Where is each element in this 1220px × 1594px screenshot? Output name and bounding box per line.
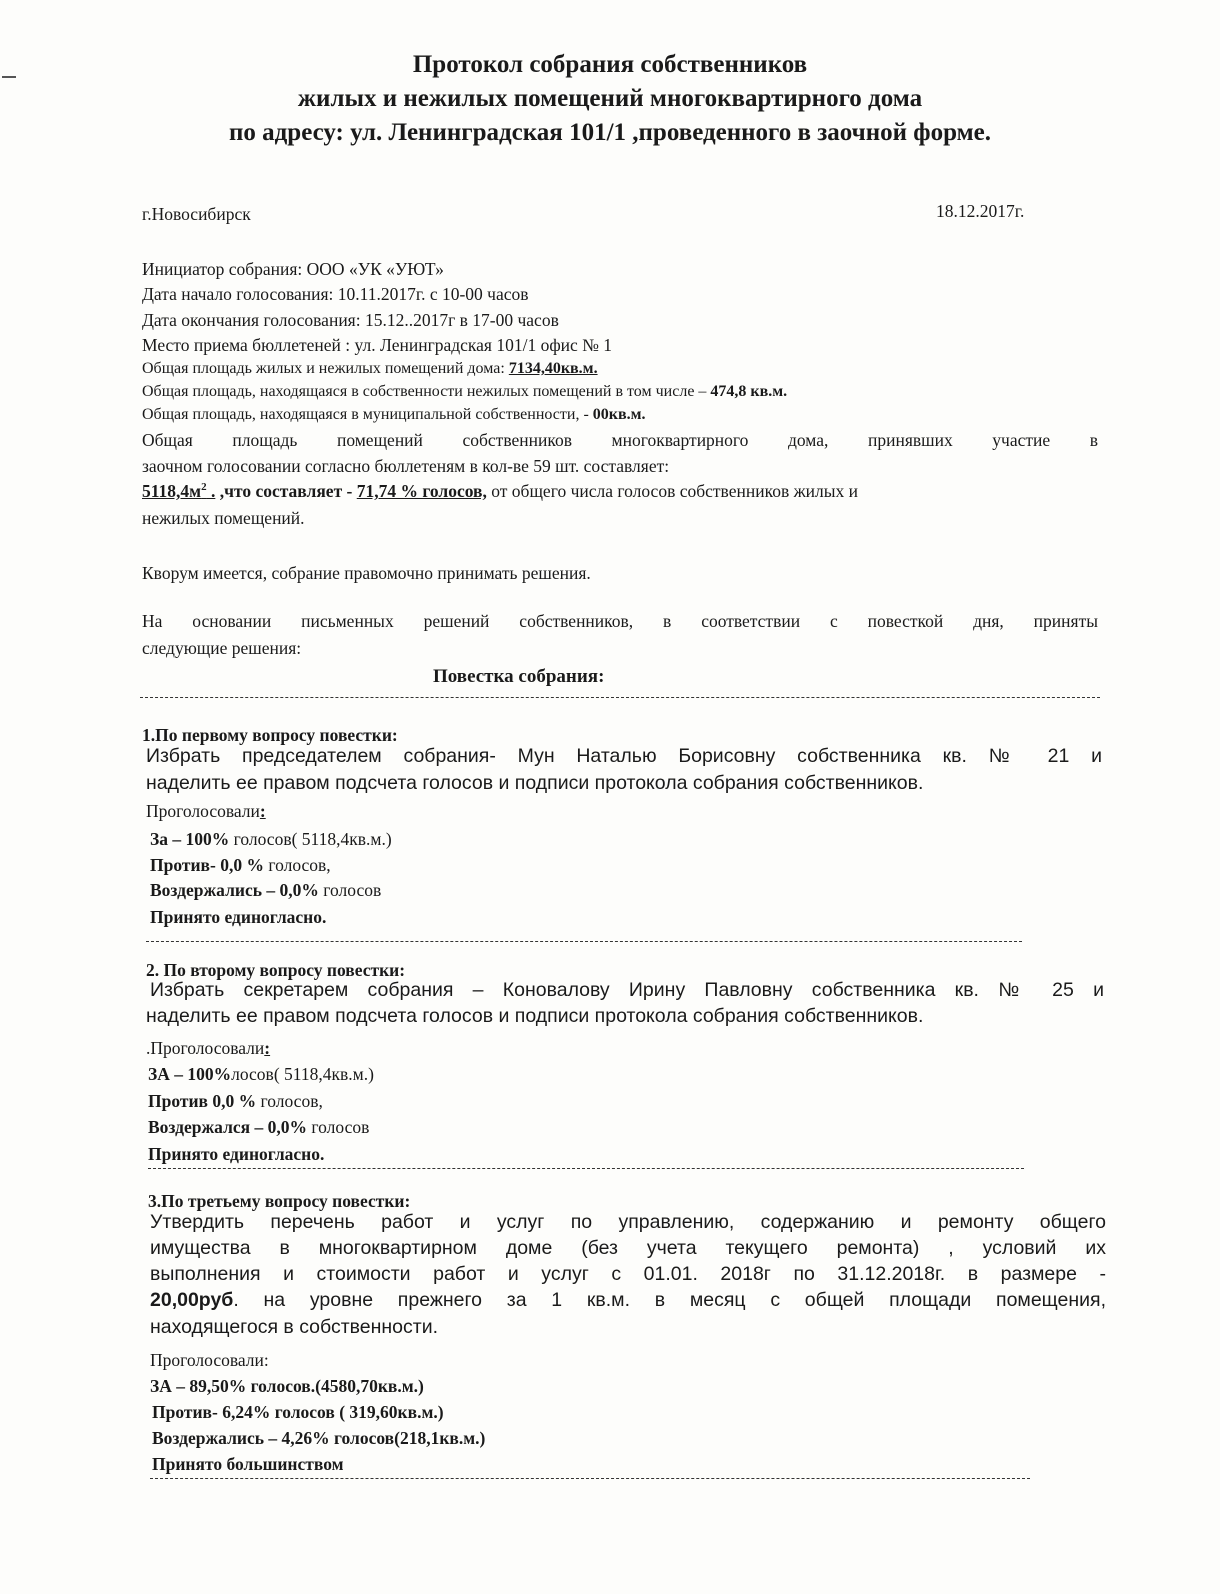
municipal-area-value: 00кв.м. <box>592 406 646 423</box>
q1-text-line-1: Избрать председателем собрания- Мун Наталью Борисовну собственника кв. № 21 и <box>146 745 1102 767</box>
participation-line-1: Общая площадь помещений собственников многоквартирного дома, принявших участие в <box>142 430 1098 450</box>
q2-result: Принято единогласно. <box>148 1144 325 1164</box>
q2-vote-abstain: Воздержался – 0,0% голосов <box>148 1117 370 1137</box>
participation-area: $5118,4м^2$ . <box>142 481 216 501</box>
q1-heading: 1.По первому вопросу повестки: <box>142 725 398 745</box>
q3-heading: 3.По третьему вопросу повестки: <box>148 1191 411 1211</box>
total-area-value: 7134,40кв.м. <box>508 360 598 377</box>
vote-end: Дата окончания голосования: 15.12..2017г в 17-00 часов <box>142 310 559 330</box>
title-line-2: жилых и нежилых помещений многоквартирного дома <box>297 85 923 112</box>
q3-vote-for: ЗА – 89,50% голосов.(4580,70кв.м.) <box>150 1376 424 1396</box>
quorum-statement: Кворум имеется, собрание правомочно принимать решения. <box>142 563 591 583</box>
q1-result: Принято единогласно. <box>150 907 327 927</box>
participation-line-4: нежилых помещений. <box>142 508 305 528</box>
total-area <box>142 360 598 378</box>
q3-text-line-1: Утвердить перечень работ и услуг по управлению, содержанию и ремонту общего <box>150 1211 1106 1233</box>
separator-line <box>148 1168 1024 1169</box>
q1-vote-against: Против- 0,0 % голосов, <box>150 855 331 875</box>
separator-line <box>140 697 1100 698</box>
q2-vote-for: ЗА – 100%лосов( 5118,4кв.м.) <box>148 1064 374 1084</box>
ballot-place: Место приема бюллетеней : ул. Ленинградская 101/1 офис № 1 <box>142 335 613 355</box>
municipal-area <box>142 406 646 424</box>
total-area-label: Общая площадь жилых и нежилых помещений дома: <box>142 360 509 377</box>
q2-heading: 2. По второму вопросу повестки: <box>146 960 406 980</box>
q3-voted-label: Проголосовали: <box>150 1350 269 1370</box>
q3-text-line-2: имущества в многоквартирном доме (без учета текущего ремонта) , условий их <box>150 1237 1106 1259</box>
municipal-area-label: Общая площадь, находящаяся в муниципальной собственности, - <box>142 406 593 423</box>
q1-vote-abstain: Воздержались – 0,0% голосов <box>150 880 382 900</box>
nonres-area-label: Общая площадь, находящаяся в собственности нежилых помещений в том числе – <box>142 383 711 400</box>
q3-text-line-4: 20,00руб. на уровне прежнего за 1 кв.м. в месяц с общей площади помещения, <box>150 1289 1106 1311</box>
separator-line <box>146 941 1022 942</box>
q3-text-line-5: находящегося в собственности. <box>150 1316 439 1338</box>
nonres-area-value: 474,8 кв.м. <box>710 383 788 400</box>
basis-line-1: На основании письменных решений собственников, в соответствии с повесткой дня, приняты <box>142 611 1098 631</box>
participation-mid: ,что составляет - <box>215 481 357 501</box>
agenda-title: Повестка собрания: <box>433 666 605 687</box>
q2-voted-label: .Проголосовали: <box>146 1038 271 1058</box>
q3-result: Принято большинством <box>152 1454 344 1474</box>
participation-line-2: заочном голосовании согласно бюллетеням в кол-ве 59 шт. составляет: <box>142 456 670 476</box>
initiator: Инициатор собрания: ООО «УК «УЮТ» <box>142 259 444 279</box>
nonresidential-area <box>142 383 787 401</box>
document-title <box>0 48 1220 150</box>
q1-voted-label: Проголосовали: <box>146 801 266 821</box>
city: г.Новосибирск <box>142 204 251 224</box>
q2-text-line-1: Избрать секретарем собрания – Коновалову Ирину Павловну собственника кв. № 25 и <box>150 979 1104 1001</box>
basis-line-2: следующие решения: <box>142 638 302 658</box>
participation-rest: от общего числа голосов собственников жилых и <box>486 481 859 501</box>
q1-text-line-2: наделить ее правом подсчета голосов и подписи протокола собрания собственников. <box>146 772 924 794</box>
q3-vote-abstain: Воздержались – 4,26% голосов(218,1кв.м.) <box>152 1428 486 1448</box>
separator-line <box>150 1478 1030 1479</box>
document-date: 18.12.2017г. <box>936 201 1025 221</box>
vote-start: Дата начало голосования: 10.11.2017г. с 10-00 часов <box>142 284 529 304</box>
q1-vote-for: За – 100% голосов( 5118,4кв.м.) <box>150 829 392 849</box>
q3-text-line-3: выполнения и стоимости работ и услуг с 01.01. 2018г по 31.12.2018г. в размере - <box>150 1263 1106 1285</box>
q2-vote-against: Против 0,0 % голосов, <box>148 1091 323 1111</box>
q2-text-line-2: наделить ее правом подсчета голосов и подписи протокола собрания собственников. <box>146 1005 924 1027</box>
title-line-1: Протокол собрания собственников <box>412 51 808 78</box>
title-line-3: по адресу: ул. Ленинградская 101/1 ,проведенного в заочной форме. <box>228 119 992 146</box>
q3-vote-against: Против- 6,24% голосов ( 319,60кв.м.) <box>152 1402 444 1422</box>
participation-pct: 71,74 % голосов, <box>356 481 487 501</box>
participation-line-3 <box>142 481 1098 502</box>
